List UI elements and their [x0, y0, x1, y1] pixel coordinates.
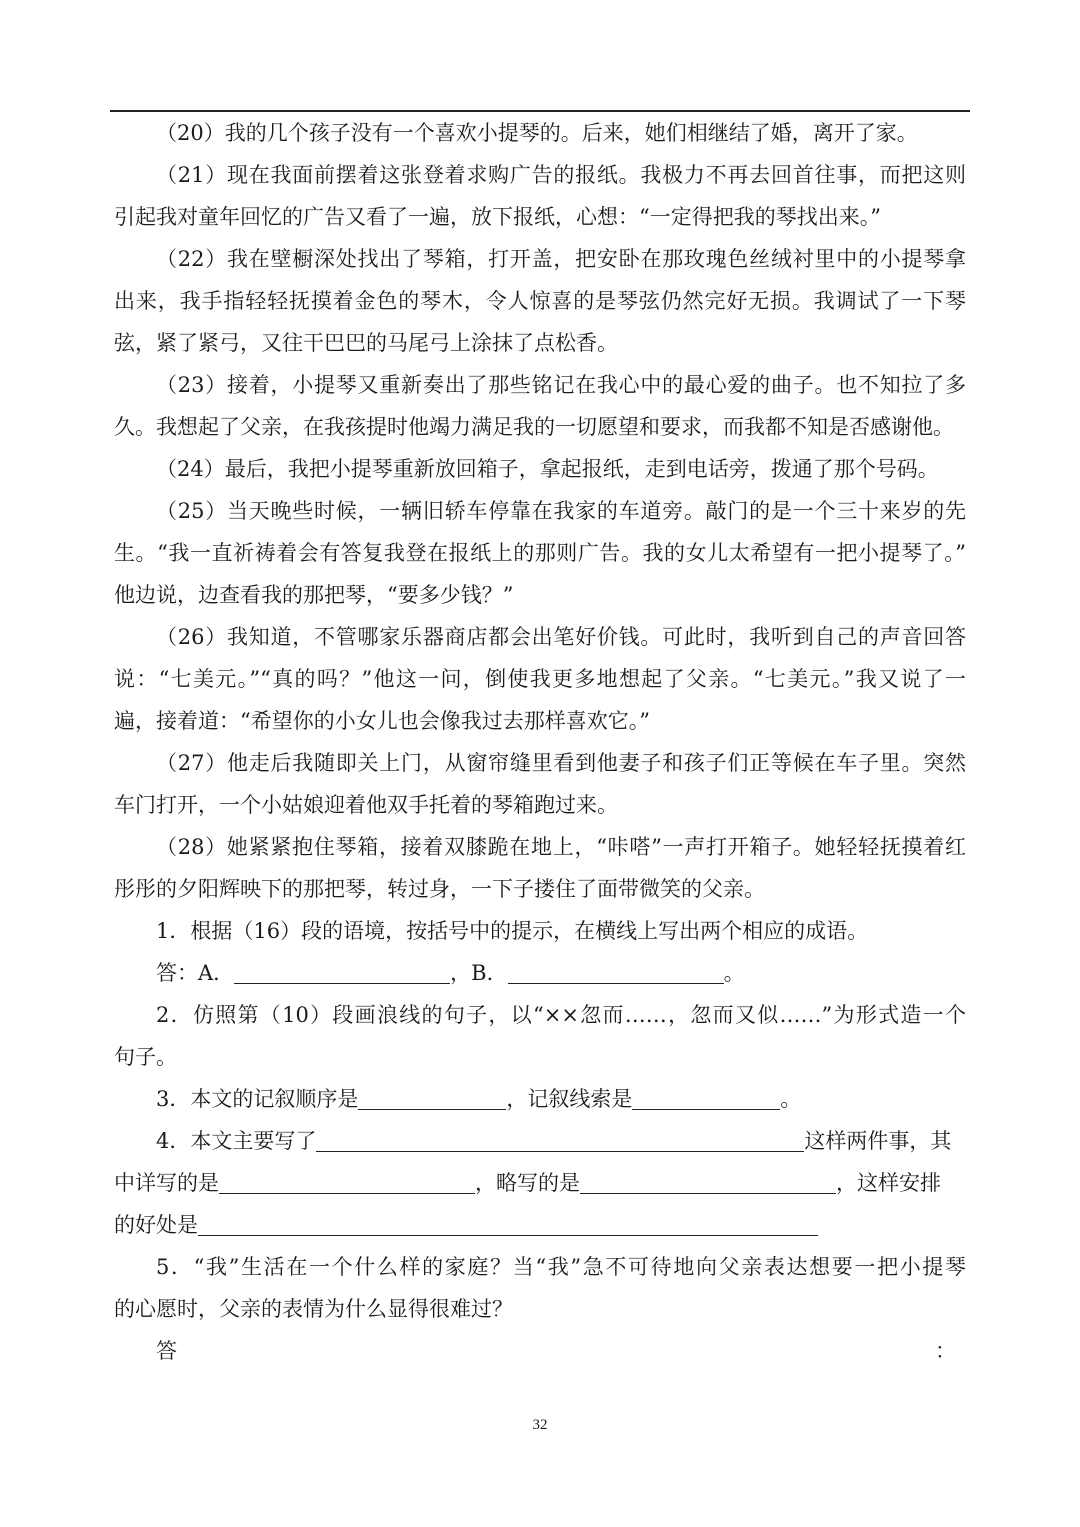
paragraph-24 [114, 448, 966, 490]
paragraph-20 [114, 112, 966, 154]
paragraph-21 [114, 154, 966, 238]
question-text-part: 。 [780, 1087, 802, 1111]
text-line: （24）最后，我把小提琴重新放回箱子，拿起报纸，走到电话旁，拨通了那个号码。 [156, 457, 939, 481]
question-text [114, 1204, 966, 1246]
question-text-part: ，记叙线索是 [506, 1087, 633, 1111]
text-line: 他边说，边查看我的那把琴，“要多少钱？” [114, 583, 514, 607]
text-line: 出来，我手指轻轻抚摸着金色的琴木，令人惊喜的是琴弦仍然完好无损。我调试了一下琴 [114, 289, 966, 313]
paragraph-22 [114, 238, 966, 364]
question-text [114, 1078, 966, 1120]
paragraph-25 [114, 490, 966, 616]
answer-blank-brief[interactable] [580, 1167, 836, 1194]
question-3 [114, 1078, 966, 1120]
page-number: 32 [532, 1417, 548, 1433]
answer-blank-detailed[interactable] [219, 1167, 475, 1194]
answer-separator: ，B． [450, 961, 508, 985]
text-line: （22）我在壁橱深处找出了琴箱，打开盖，把安卧在那玫瑰色丝绒衬里中的小提琴拿 [156, 247, 966, 271]
text-line: （28）她紧紧抱住琴箱，接着双膝跪在地上，“咔嗒”一声打开箱子。她轻轻抚摸着红 [156, 835, 966, 859]
paragraph-26 [114, 616, 966, 742]
answer-blank-events[interactable] [316, 1125, 804, 1152]
answer-end: 。 [723, 961, 745, 985]
text-line: 车门打开，一个小姑娘迎着他双手托着的琴箱跑过来。 [114, 793, 618, 817]
text-line: （27）他走后我随即关上门，从窗帘缝里看到他妻子和孩子们正等候在车子里。突然 [156, 751, 966, 775]
answer-label: 答 [156, 1339, 177, 1363]
question-text: 5．“我”生活在一个什么样的家庭？当“我”急不可待地向父亲表达想要一把小提琴 [156, 1255, 966, 1279]
text-line: 弦，紧了紧弓，又往干巴巴的马尾弓上涂抹了点松香。 [114, 331, 618, 355]
question-text-part: 这样两件事，其 [804, 1129, 952, 1153]
question-4 [114, 1120, 966, 1246]
answer-blank-clue[interactable] [632, 1083, 780, 1110]
question-text-part: ，这样安排 [836, 1171, 941, 1195]
text-line: （20）我的几个孩子没有一个喜欢小提琴的。后来，她们相继结了婚，离开了家。 [156, 121, 918, 145]
text-line: 久。我想起了父亲，在我孩提时他竭力满足我的一切愿望和要求，而我都不知是否感谢他。 [114, 415, 954, 439]
question-text: 1．根据（16）段的语境，按括号中的提示，在横线上写出两个相应的成语。 [156, 919, 869, 943]
answer-blank-b[interactable] [508, 957, 724, 984]
answer-blank-benefit[interactable] [198, 1209, 818, 1236]
paragraph-27 [114, 742, 966, 826]
answer-line [114, 1330, 966, 1372]
question-1 [114, 910, 966, 994]
text-line: 生。“我一直祈祷着会有答复我登在报纸上的那则广告。我的女儿太希望有一把小提琴了。” [114, 541, 966, 565]
text-line: 引起我对童年回忆的广告又看了一遍，放下报纸，心想：“一定得把我的琴找出来。” [114, 205, 881, 229]
question-text [114, 1120, 966, 1162]
text-line: 彤彤的夕阳辉映下的那把琴，转过身，一下子搂住了面带微笑的父亲。 [114, 877, 765, 901]
text-line: （23）接着，小提琴又重新奏出了那些铭记在我心中的最心爱的曲子。也不知拉了多 [156, 373, 966, 397]
question-text-part: 的好处是 [114, 1213, 198, 1237]
question-text-part: 中详写的是 [114, 1171, 219, 1195]
answer-blank-order[interactable] [358, 1083, 506, 1110]
question-text-part: 4．本文主要写了 [156, 1129, 317, 1153]
answer-colon: ： [935, 1339, 956, 1363]
question-2 [114, 994, 966, 1078]
document-body [114, 112, 966, 1372]
text-line: （21）现在我面前摆着这张登着求购广告的报纸。我极力不再去回首往事，而把这则 [156, 163, 966, 187]
answer-blank-a[interactable] [234, 957, 450, 984]
question-text-part: ，略写的是 [475, 1171, 580, 1195]
paragraph-23 [114, 364, 966, 448]
question-text [114, 1162, 966, 1204]
text-line: （26）我知道，不管哪家乐器商店都会出笔好价钱。可此时，我听到自己的声音回答 [156, 625, 966, 649]
paragraph-28 [114, 826, 966, 910]
answer-prefix: 答：A． [156, 961, 235, 985]
question-5 [114, 1246, 966, 1372]
question-text: 句子。 [114, 1045, 177, 1069]
text-line: 遍，接着道：“希望你的小女儿也会像我过去那样喜欢它。” [114, 709, 650, 733]
question-text: 的心愿时，父亲的表情为什么显得很难过？ [114, 1297, 513, 1321]
question-text-part: 3．本文的记叙顺序是 [156, 1087, 359, 1111]
text-line: 说：“七美元。”“真的吗？”他这一问，倒使我更多地想起了父亲。“七美元。”我又说了一 [114, 667, 966, 691]
text-line: （25）当天晚些时候，一辆旧轿车停靠在我家的车道旁。敲门的是一个三十来岁的先 [156, 499, 966, 523]
answer-line [114, 952, 966, 994]
question-text: 2．仿照第（10）段画浪线的句子，以“××忽而……，忽而又似……”为形式造一个 [156, 1003, 966, 1027]
